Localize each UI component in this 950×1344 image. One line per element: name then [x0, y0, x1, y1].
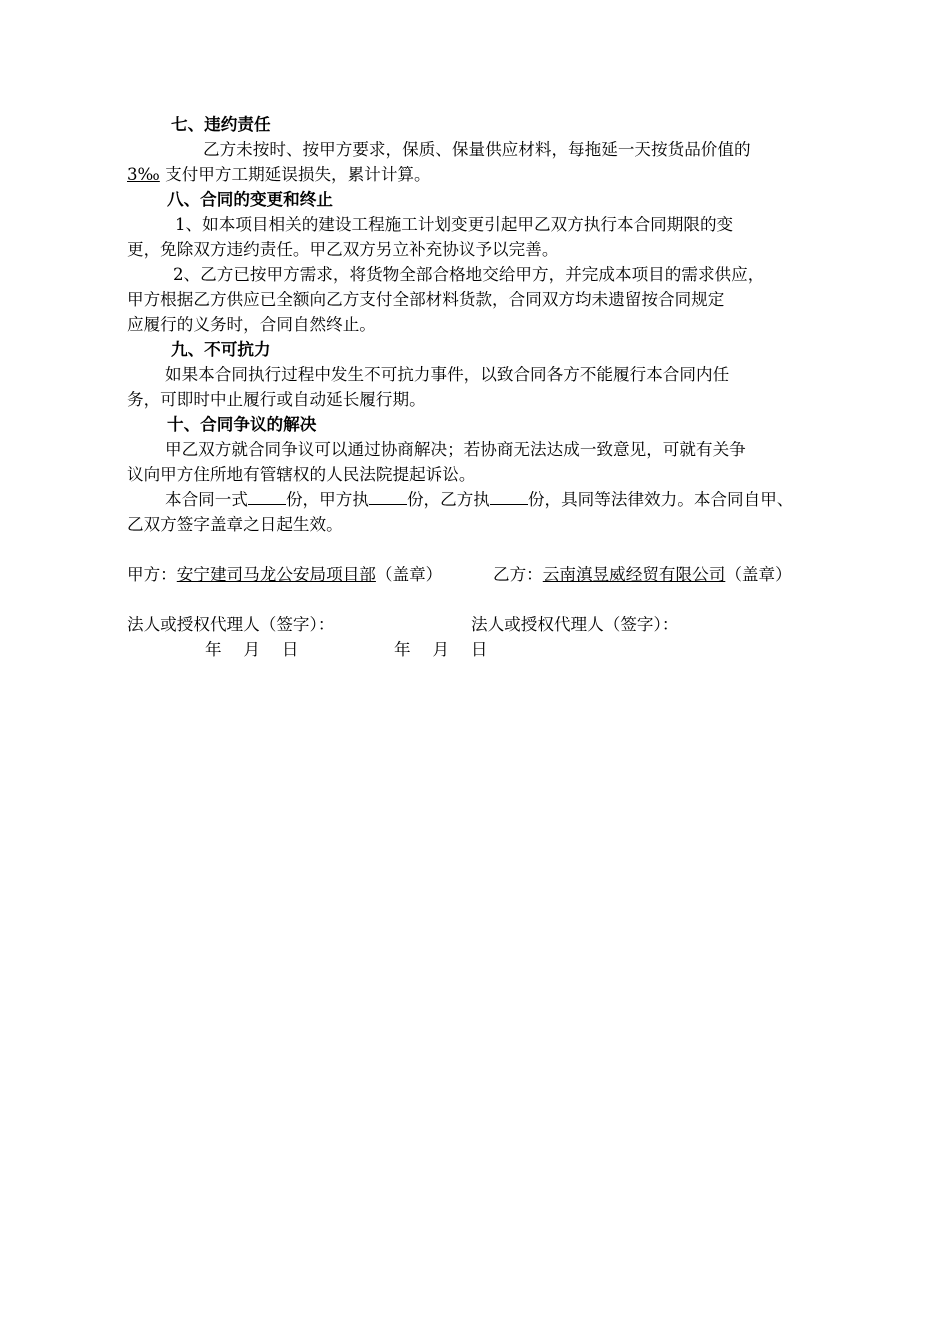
party-b-label: 乙方： — [493, 565, 543, 584]
section8-item2-line3: 应履行的义务时，合同自然终止。 — [127, 315, 376, 334]
date-a: 年 月 日 — [205, 640, 299, 659]
penalty-rate: 3‰ — [127, 165, 160, 184]
section7-heading: 七、违约责任 — [171, 115, 271, 134]
section7-para-line1 — [127, 137, 827, 162]
rep-b-label: 法人或授权代理人（签字）： — [471, 615, 679, 634]
section8-item1-line1: 1、如本项目相关的建设工程施工计划变更引起甲乙双方执行本合同期限的变 — [175, 215, 734, 234]
party-b-seal: （盖章） — [725, 565, 792, 584]
section8-item1-line2: 更，免除双方违约责任。甲乙双方另立补充协议予以完善。 — [127, 240, 559, 259]
section8-heading: 八、合同的变更和终止 — [167, 190, 333, 209]
section7-text2: 支付甲方工期延误损失，累计计算。 — [159, 165, 431, 184]
party-b-name: 云南滇昱威经贸有限公司 — [542, 565, 726, 584]
party-a-name: 安宁建司马龙公安局项目部 — [176, 565, 376, 584]
section7-text1: 乙方未按时、按甲方要求，保质、保量供应材料，每拖延一天按货品价值的 — [203, 140, 751, 159]
section7-para-line2 — [127, 162, 827, 187]
copies-party-b-blank[interactable] — [490, 488, 528, 505]
party-a-seal: （盖章） — [375, 565, 443, 584]
rep-a-label: 法人或授权代理人（签字）： — [127, 615, 335, 634]
section10-copies-line — [127, 487, 827, 512]
copies-text-a: 本合同一式 — [165, 490, 248, 509]
copies-total-blank[interactable] — [248, 488, 286, 505]
contract-page — [127, 112, 827, 662]
copies-text-d: 份，具同等法律效力。本合同自甲、 — [527, 490, 794, 509]
section8-item2-line2: 甲方根据乙方供应已全额向乙方支付全部材料货款，合同双方均未遗留按合同规定 — [127, 290, 725, 309]
section10-line4: 乙双方签字盖章之日起生效。 — [127, 515, 343, 534]
section9-line2: 务，可即时中止履行或自动延长履行期。 — [127, 390, 426, 409]
signature-line — [127, 612, 827, 637]
copies-text-c: 份，乙方执 — [406, 490, 490, 509]
section10-heading: 十、合同争议的解决 — [167, 415, 317, 434]
date-line — [127, 637, 827, 662]
copies-text-b: 份，甲方执 — [285, 490, 369, 509]
section10-line2: 议向甲方住所地有管辖权的人民法院提起诉讼。 — [127, 465, 476, 484]
section8-item2-line1: 2、乙方已按甲方需求，将货物全部合格地交给甲方，并完成本项目的需求供应， — [173, 265, 765, 284]
section10-line1: 甲乙双方就合同争议可以通过协商解决；若协商无法达成一致意见，可就有关争 — [165, 440, 746, 459]
copies-party-a-blank[interactable] — [369, 488, 407, 505]
parties-line — [127, 562, 827, 587]
section9-line1: 如果本合同执行过程中发生不可抗力事件，以致合同各方不能履行本合同内任 — [165, 365, 730, 384]
date-b: 年 月 日 — [394, 640, 488, 659]
section9-heading: 九、不可抗力 — [171, 340, 271, 359]
party-a-label: 甲方： — [127, 565, 177, 584]
